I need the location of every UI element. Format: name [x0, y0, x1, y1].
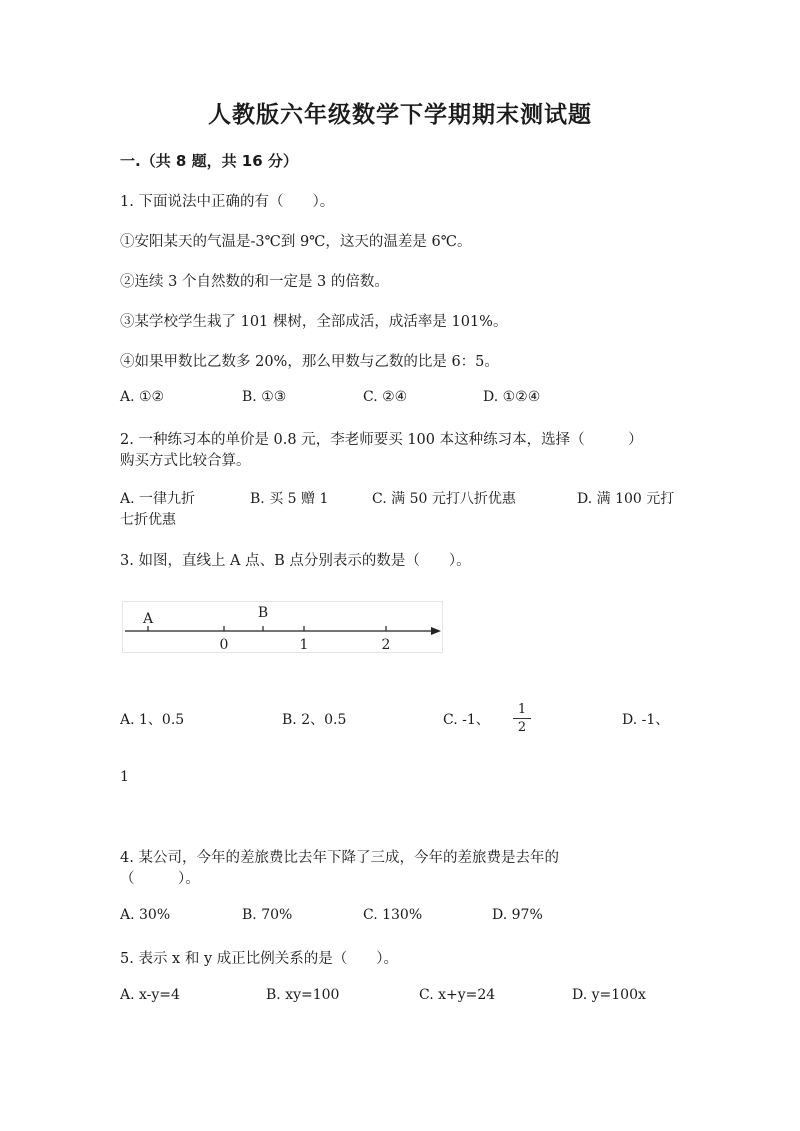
q4-option-a: A. 30% — [120, 907, 171, 923]
q2-stem-line1: 2. 一种练习本的单价是 0.8 元，李老师要买 100 本这种练习本，选择（ ） — [120, 432, 643, 448]
q3-option-a: A. 1、0.5 — [120, 712, 185, 728]
section-header: 一.（共 8 题，共 16 分） — [120, 152, 298, 170]
q2-option-d-continued: 七折优惠 — [120, 512, 176, 528]
number-line-arrow — [431, 627, 441, 635]
q1-statement-2: ②连续 3 个自然数的和一定是 3 的倍数。 — [120, 274, 389, 290]
q5-stem: 5. 表示 x 和 y 成正比例关系的是（ ）。 — [120, 951, 398, 967]
q1-option-c: C. ②④ — [363, 389, 408, 405]
tick-label-0: 0 — [219, 637, 229, 652]
number-line — [123, 602, 442, 652]
tick-label-2: 2 — [381, 637, 391, 652]
q2-option-d: D. 满 100 元打 — [577, 491, 675, 507]
q5-option-b: B. xy=100 — [266, 987, 340, 1003]
q3-option-b: B. 2、0.5 — [282, 712, 347, 728]
number-line-figure — [122, 601, 443, 653]
q4-option-b: B. 70% — [242, 907, 293, 923]
q2-option-a: A. 一律九折 — [120, 491, 196, 507]
q1-option-b: B. ①③ — [242, 389, 287, 405]
q4-stem-line2: （ ）。 — [120, 871, 200, 887]
point-label-b: B — [257, 605, 269, 621]
q5-option-d: D. y=100x — [572, 987, 646, 1003]
q1-option-d: D. ①②④ — [483, 389, 541, 405]
q5-option-c: C. x+y=24 — [419, 987, 496, 1003]
q3-option-c: C. -1、 — [443, 712, 490, 728]
q3-option-d-continued: 1 — [120, 769, 129, 785]
q3-option-d: D. -1、 — [622, 712, 670, 728]
fraction-denominator: 2 — [517, 720, 527, 735]
q1-statement-3: ③某学校学生栽了 101 棵树，全部成活，成活率是 101%。 — [120, 314, 508, 330]
q2-option-c: C. 满 50 元打八折优惠 — [372, 491, 516, 507]
q1-option-a: A. ①② — [120, 389, 165, 405]
q2-stem-line2: 购买方式比较合算。 — [120, 453, 251, 469]
q4-option-c: C. 130% — [363, 907, 423, 923]
q4-option-d: D. 97% — [492, 907, 543, 923]
page-title: 人教版六年级数学下学期期末测试题 — [208, 102, 592, 128]
fraction-bar — [513, 718, 531, 719]
tick-label-1: 1 — [299, 637, 309, 652]
q4-stem-line1: 4. 某公司，今年的差旅费比去年下降了三成，今年的差旅费是去年的 — [120, 850, 559, 866]
q2-option-b: B. 买 5 赠 1 — [250, 491, 329, 507]
q3-stem: 3. 如图，直线上 A 点、B 点分别表示的数是（ ）。 — [120, 553, 471, 569]
q1-statement-4: ④如果甲数比乙数多 20%，那么甲数与乙数的比是 6：5。 — [120, 354, 499, 370]
q1-stem: 1. 下面说法中正确的有（ ）。 — [120, 194, 335, 210]
q1-statement-1: ①安阳某天的气温是-3℃到 9℃，这天的温差是 6℃。 — [120, 234, 472, 250]
q5-option-a: A. x-y=4 — [120, 987, 180, 1003]
fraction-numerator: 1 — [517, 702, 527, 717]
point-label-a: A — [142, 611, 154, 627]
q3-option-c-fraction — [513, 702, 531, 735]
